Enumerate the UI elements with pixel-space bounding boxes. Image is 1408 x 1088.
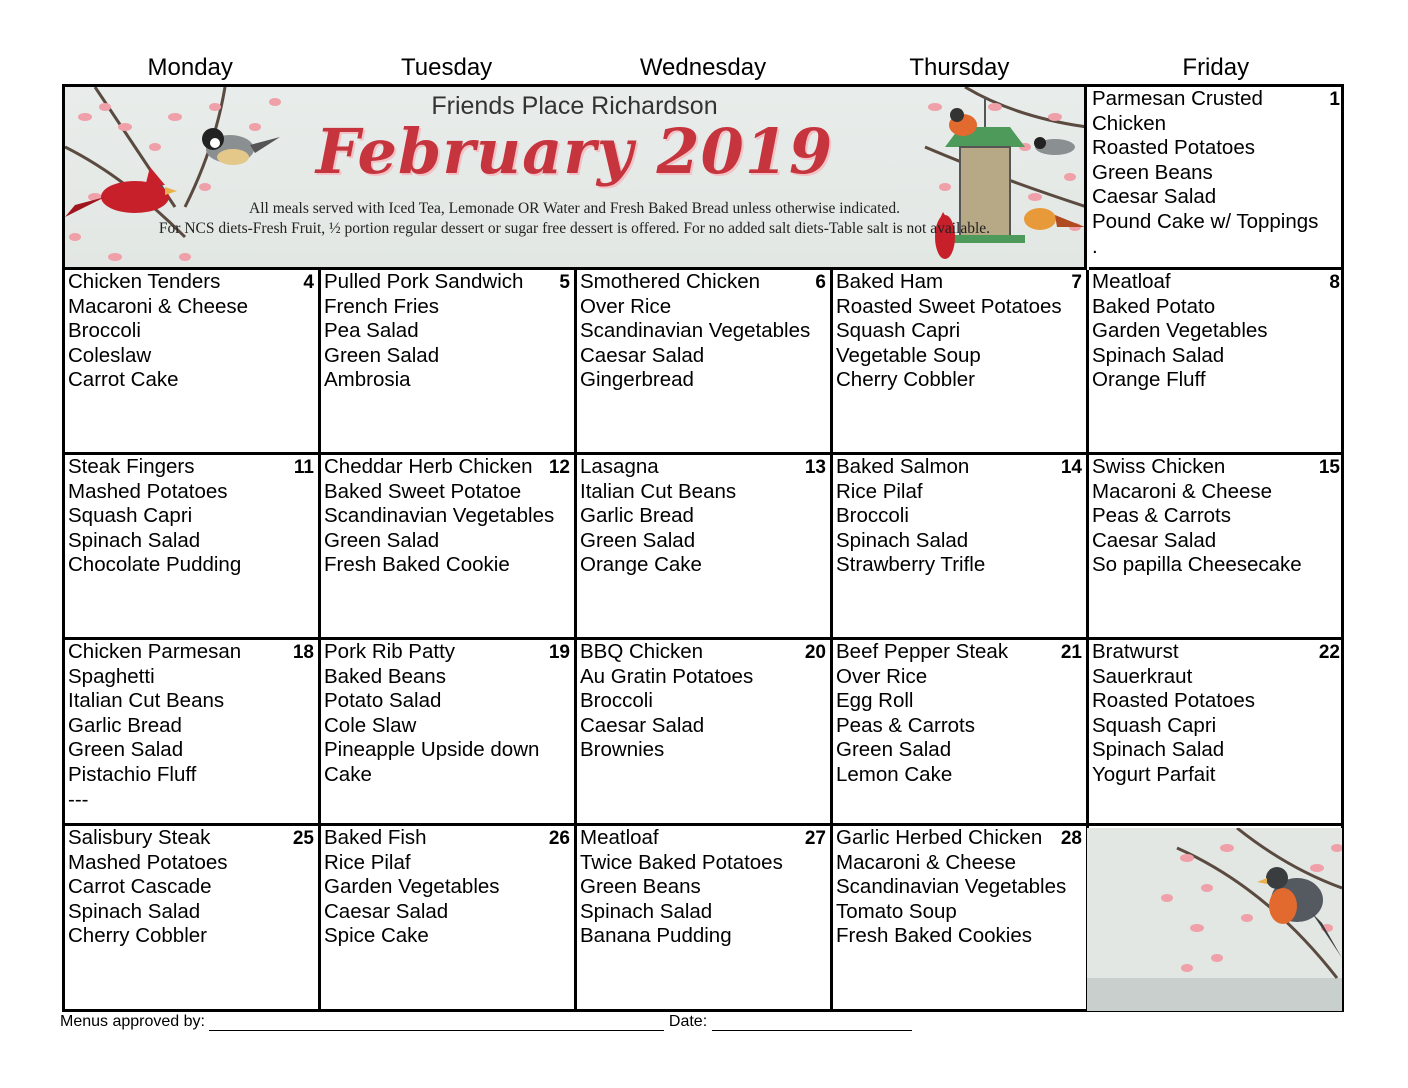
month-title: February 2019 (315, 115, 834, 188)
menu-item: Gingerbread (580, 368, 694, 392)
menu-item: Ambrosia (324, 368, 411, 392)
menu-item: Broccoli (68, 319, 141, 343)
menu-item: Pineapple Upside down (324, 738, 540, 762)
menu-item: Italian Cut Beans (580, 479, 737, 503)
menu-item: So papilla Cheesecake (1092, 553, 1302, 577)
menu-item: Baked Fish (324, 826, 427, 849)
day-number: 8 (1329, 272, 1340, 293)
menu-item: Broccoli (580, 689, 653, 713)
menu-item: Caesar Salad (580, 343, 705, 367)
diet-note: For NCS diets-Fresh Fruit, ½ portion regular dessert or sugar free dessert is offered. For no added salt diets-Table salt is not available. (158, 220, 991, 237)
day-number: 19 (548, 642, 570, 663)
menu-item: Cheddar Herb Chicken (324, 455, 533, 478)
date-label: Date: (668, 1013, 708, 1030)
menu-item: Caesar Salad (580, 713, 705, 737)
day-cell-13 (577, 455, 833, 640)
menu-item: Over Rice (580, 294, 672, 318)
menu-item: Swiss Chicken (1092, 455, 1226, 478)
day-cell-1 (1089, 87, 1344, 270)
menu-item: Green Salad (836, 738, 952, 762)
day-number: 28 (1060, 828, 1082, 849)
menu-item: Yogurt Parfait (1092, 762, 1216, 786)
menu-item: . (1092, 234, 1098, 258)
menu-list (65, 826, 318, 949)
menu-item: Spice Cake (324, 924, 429, 948)
menu-item: French Fries (324, 294, 440, 318)
day-cell-6 (577, 270, 833, 455)
menu-item: Caesar Salad (1092, 185, 1217, 209)
menu-item: Vegetable Soup (836, 343, 981, 367)
menu-item: Baked Sweet Potatoe (324, 479, 522, 503)
menu-item: Roasted Potatoes (1092, 136, 1255, 160)
menu-list (321, 455, 574, 578)
menu-item: Roasted Potatoes (1092, 689, 1255, 713)
menu-list (1089, 640, 1344, 788)
menu-list (577, 455, 830, 578)
menu-list (833, 826, 1086, 949)
menu-item: Mashed Potatoes (68, 479, 228, 503)
menu-item: Broccoli (836, 504, 909, 528)
menu-item: Baked Ham (836, 270, 944, 293)
menu-item: Chicken Parmesan (68, 640, 242, 663)
day-number: 22 (1318, 642, 1340, 663)
menu-item: Spinach Salad (68, 528, 201, 552)
weekday-tuesday: Tuesday (401, 54, 493, 81)
menu-item: Chicken (1092, 111, 1167, 135)
menu-list (833, 455, 1086, 578)
day-number: 20 (804, 642, 826, 663)
menu-item: Spinach Salad (1092, 343, 1225, 367)
approved-by-signature-line[interactable] (209, 1016, 664, 1031)
menu-item: Salisbury Steak (68, 826, 211, 849)
weekday-monday: Monday (147, 54, 233, 81)
day-number: 13 (804, 457, 826, 478)
day-number: 4 (303, 272, 314, 293)
menu-item: Garden Vegetables (1092, 319, 1268, 343)
menu-item: Chicken Tenders (68, 270, 221, 293)
menu-item: Squash Capri (68, 504, 193, 528)
menu-item: --- (68, 787, 89, 811)
menu-item: Steak Fingers (68, 455, 195, 478)
menu-item: Pea Salad (324, 319, 419, 343)
menu-item: Green Salad (580, 528, 696, 552)
menu-item: Garlic Bread (68, 713, 182, 737)
menu-item: Squash Capri (836, 319, 961, 343)
menu-item: Cherry Cobbler (68, 924, 207, 948)
month-banner (65, 87, 1087, 270)
menu-item: Coleslaw (68, 343, 152, 367)
menu-item: Carrot Cascade (68, 875, 212, 899)
day-number: 1 (1329, 89, 1340, 110)
menu-item: Cherry Cobbler (836, 368, 975, 392)
menu-item: Tomato Soup (836, 899, 957, 923)
menu-item: Cake (324, 762, 372, 786)
day-cell-25 (65, 826, 321, 1012)
menu-item: Orange Cake (580, 553, 702, 577)
day-cell-4 (65, 270, 321, 455)
menu-item: Baked Potato (1092, 294, 1216, 318)
day-cell-19 (321, 640, 577, 826)
day-number: 26 (548, 828, 570, 849)
menu-item: Garlic Herbed Chicken (836, 826, 1043, 849)
menu-list (1089, 270, 1344, 393)
menu-list (833, 270, 1086, 393)
menu-item: Green Beans (1092, 160, 1213, 184)
menu-item: Meatloaf (1092, 270, 1171, 293)
menu-item: Pulled Pork Sandwich (324, 270, 524, 293)
menu-item: Sauerkraut (1092, 664, 1193, 688)
menu-item: Twice Baked Potatoes (580, 850, 783, 874)
menu-item: Bratwurst (1092, 640, 1179, 663)
menu-item: Macaroni & Cheese (836, 850, 1017, 874)
approved-by-label: Menus approved by: (60, 1013, 205, 1030)
menu-item: Rice Pilaf (836, 479, 923, 503)
menu-item: Peas & Carrots (836, 713, 975, 737)
day-cell-12 (321, 455, 577, 640)
day-cell-28 (833, 826, 1089, 1012)
day-cell-14 (833, 455, 1089, 640)
menu-item: Garden Vegetables (324, 875, 500, 899)
menu-list (577, 640, 830, 763)
menu-item: Green Salad (324, 528, 440, 552)
menu-item: Fresh Baked Cookie (324, 553, 510, 577)
menu-item: Banana Pudding (580, 924, 732, 948)
menu-item: Spinach Salad (836, 528, 969, 552)
menu-item: Strawberry Trifle (836, 553, 986, 577)
menu-item: Roasted Sweet Potatoes (836, 294, 1062, 318)
day-number: 6 (815, 272, 826, 293)
day-cell-11 (65, 455, 321, 640)
menu-item: Brownies (580, 738, 665, 762)
day-cell-27 (577, 826, 833, 1012)
menu-item: Green Beans (580, 875, 701, 899)
day-number: 14 (1060, 457, 1082, 478)
menu-item: Cole Slaw (324, 713, 417, 737)
menu-item: Pound Cake w/ Toppings (1092, 209, 1319, 233)
menu-list (65, 455, 318, 578)
menu-list (321, 640, 574, 788)
menu-item: Rice Pilaf (324, 850, 411, 874)
day-number: 27 (804, 828, 826, 849)
menu-item: Peas & Carrots (1092, 504, 1231, 528)
menu-item: Lasagna (580, 455, 659, 478)
beverage-note: All meals served with Iced Tea, Lemonade OR Water and Fresh Baked Bread unless otherwise indicated. (249, 200, 900, 217)
day-number: 7 (1071, 272, 1082, 293)
menu-item: Chocolate Pudding (68, 553, 242, 577)
menu-item: Baked Salmon (836, 455, 970, 478)
menu-item: Macaroni & Cheese (1092, 479, 1273, 503)
menu-item: Macaroni & Cheese (68, 294, 249, 318)
day-number: 12 (548, 457, 570, 478)
menu-item: Scandinavian Vegetables (580, 319, 811, 343)
day-cell-20 (577, 640, 833, 826)
menu-item: Green Salad (324, 343, 440, 367)
menu-list (577, 826, 830, 949)
menu-item: Over Rice (836, 664, 928, 688)
day-number: 25 (292, 828, 314, 849)
calendar-grid (62, 84, 1344, 1012)
menu-item: Carrot Cake (68, 368, 179, 392)
day-cell-7 (833, 270, 1089, 455)
menu-list (833, 640, 1086, 788)
weekday-friday: Friday (1182, 54, 1250, 81)
weekday-thursday: Thursday (909, 54, 1010, 81)
menu-item: Baked Beans (324, 664, 446, 688)
menu-item: Caesar Salad (324, 899, 449, 923)
day-number: 18 (292, 642, 314, 663)
menu-list (321, 826, 574, 949)
day-number: 21 (1060, 642, 1082, 663)
menu-item: Pork Rib Patty (324, 640, 456, 663)
menu-item: Scandinavian Vegetables (324, 504, 555, 528)
day-cell-5 (321, 270, 577, 455)
menu-item: Parmesan Crusted (1092, 87, 1263, 110)
day-number: 11 (293, 457, 314, 478)
day-cell-15 (1089, 455, 1344, 640)
menu-item: BBQ Chicken (580, 640, 704, 663)
menu-item: Mashed Potatoes (68, 850, 228, 874)
menu-list (1089, 87, 1344, 259)
menu-item: Egg Roll (836, 689, 914, 713)
day-number: 5 (559, 272, 570, 293)
menu-item: Smothered Chicken (580, 270, 761, 293)
menu-item: Garlic Bread (580, 504, 694, 528)
facility-name: Friends Place Richardson (431, 92, 718, 120)
menu-list (321, 270, 574, 393)
approval-date-line[interactable] (712, 1016, 912, 1031)
weekday-header (62, 52, 1344, 84)
menu-list (65, 640, 318, 812)
menu-item: Italian Cut Beans (68, 689, 225, 713)
approval-footer (60, 1013, 912, 1031)
menu-item: Spaghetti (68, 664, 155, 688)
day-cell-22 (1089, 640, 1344, 826)
menu-item: Scandinavian Vegetables (836, 875, 1067, 899)
menu-item: Spinach Salad (68, 899, 201, 923)
menu-list (577, 270, 830, 393)
menu-item: Fresh Baked Cookies (836, 924, 1032, 948)
menu-item: Green Salad (68, 738, 184, 762)
menu-item: Beef Pepper Steak (836, 640, 1009, 663)
menu-item: Meatloaf (580, 826, 659, 849)
day-cell-26 (321, 826, 577, 1012)
day-cell-18 (65, 640, 321, 826)
menu-item: Pistachio Fluff (68, 762, 197, 786)
menu-list (1089, 455, 1344, 578)
day-cell-8 (1089, 270, 1344, 455)
menu-item: Squash Capri (1092, 713, 1217, 737)
weekday-wednesday: Wednesday (639, 54, 767, 81)
menu-item: Caesar Salad (1092, 528, 1217, 552)
menu-item: Potato Salad (324, 689, 442, 713)
menu-item: Lemon Cake (836, 762, 953, 786)
menu-item: Orange Fluff (1092, 368, 1206, 392)
menu-list (65, 270, 318, 393)
menu-item: Spinach Salad (1092, 738, 1225, 762)
menu-item: Spinach Salad (580, 899, 713, 923)
day-number: 15 (1318, 457, 1340, 478)
day-cell-21 (833, 640, 1089, 826)
menu-item: Au Gratin Potatoes (580, 664, 754, 688)
robin-corner-illustration (1087, 828, 1342, 1011)
